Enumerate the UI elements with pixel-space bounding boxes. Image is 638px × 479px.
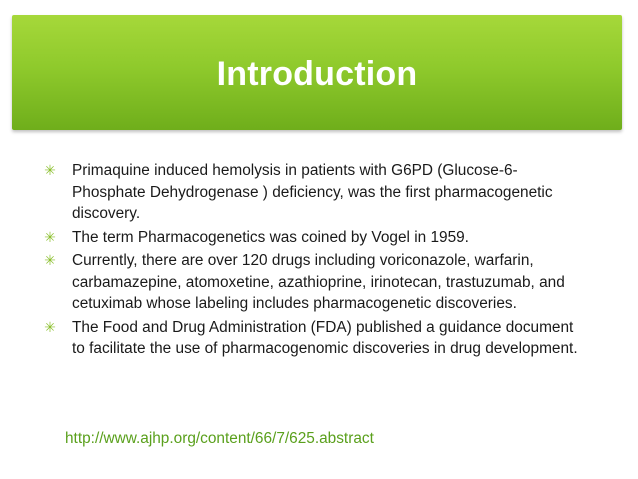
title-banner bbox=[12, 15, 622, 130]
bullet-text: The term Pharmacogenetics was coined by Vogel in 1959. bbox=[72, 228, 469, 246]
bullet-text: The Food and Drug Administration (FDA) published a guidance document to facilitate the use of pharmacogenomic discoveries in drug development. bbox=[72, 318, 578, 357]
slide-title: Introduction bbox=[216, 55, 418, 93]
bullet-text: Primaquine induced hemolysis in patients with G6PD (Glucose-6-Phosphate Dehydrogenase ) deficiency, was the first pharmacogenetic discovery. bbox=[72, 162, 553, 222]
source-link[interactable]: http://www.ajhp.org/content/66/7/625.abstract bbox=[65, 430, 374, 447]
bullet-item bbox=[40, 317, 580, 360]
asterisk-bullet-icon: ✳ bbox=[44, 252, 56, 268]
bullet-text: Currently, there are over 120 drugs including voriconazole, warfarin, carbamazepine, atomoxetine, azathioprine, irinotecan, trastuzumab, and cetuximab whose labeling includes pharmacogenetic discoveries. bbox=[72, 252, 565, 312]
asterisk-bullet-icon: ✳ bbox=[44, 318, 56, 335]
bullet-item bbox=[40, 227, 580, 249]
bullet-list bbox=[40, 160, 580, 362]
bullet-item bbox=[40, 160, 580, 225]
asterisk-bullet-icon: ✳ bbox=[44, 228, 56, 245]
asterisk-bullet-icon: ✳ bbox=[44, 162, 56, 178]
bullet-item bbox=[40, 250, 580, 315]
